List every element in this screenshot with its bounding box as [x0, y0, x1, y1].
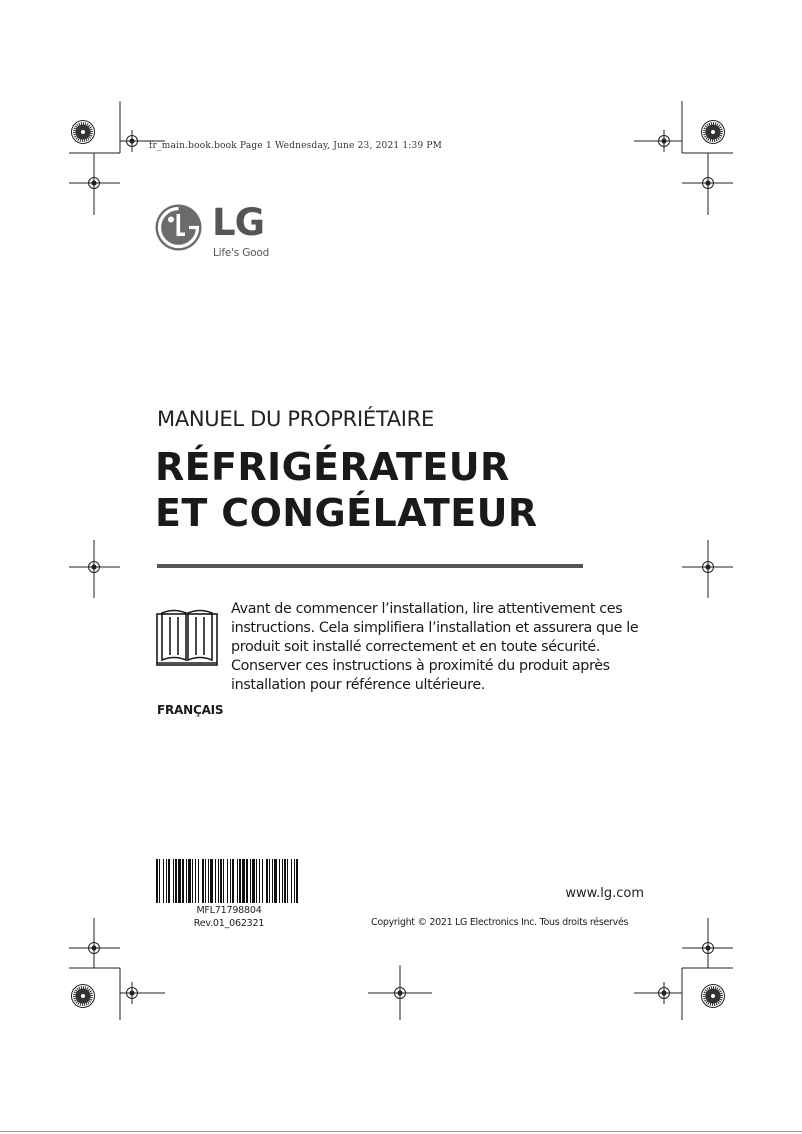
brand-name: LG [212, 201, 264, 244]
document-type: MANUEL DU PROPRIÉTAIRE [157, 407, 434, 431]
barcode-bar [272, 859, 273, 903]
page-bottom-edge [0, 1131, 802, 1132]
barcode-bar [262, 859, 263, 903]
barcode-bar [163, 859, 164, 903]
barcode-bar [186, 859, 187, 903]
barcode-bar [239, 859, 241, 903]
barcode [155, 859, 303, 903]
barcode-bar [242, 859, 245, 903]
barcode-bar [178, 859, 181, 903]
barcode-bar [223, 859, 224, 903]
barcode-bar [168, 859, 170, 903]
language-label: FRANÇAIS [157, 703, 224, 717]
brand-slogan: Life's Good [213, 247, 270, 259]
barcode-bar [175, 859, 177, 903]
barcode-bar [279, 859, 280, 903]
open-book-icon [156, 605, 218, 667]
print-header: fr_main.book.book Page 1 Wednesday, June 23, 2021 1:39 PM [149, 141, 443, 151]
barcode-bar [205, 859, 206, 903]
barcode-bar [220, 859, 222, 903]
barcode-bar [252, 859, 255, 903]
barcode-bar [159, 859, 160, 903]
installation-notice: Avant de commencer l’installation, lire attentivement ces instructions. Cela simplifiera l’installation et assurera que le produit soit installé correctement et en toute sécurité. Conserver ces instructions à proximité du produit après installation pour référence ultérieure. [231, 601, 639, 693]
barcode-bar [230, 859, 231, 903]
lg-logo-icon [155, 204, 202, 251]
barcode-bar [291, 859, 292, 903]
barcode-bar [282, 859, 283, 903]
barcode-bar [296, 859, 298, 903]
barcode-bar [198, 859, 199, 903]
barcode-bar [266, 859, 268, 903]
copyright-notice: Copyright © 2021 LG Electronics Inc. Tous droits réservés [371, 917, 629, 928]
title-divider [157, 564, 583, 568]
barcode-bar [202, 859, 204, 903]
barcode-bar [246, 859, 248, 903]
barcode-bar [215, 859, 216, 903]
barcode-bar [166, 859, 167, 903]
barcode-bar [269, 859, 270, 903]
barcode-bar [173, 859, 174, 903]
barcode-bar [250, 859, 251, 903]
barcode-bar [259, 859, 260, 903]
page-title [155, 444, 538, 536]
title-line-1: RÉFRIGÉRATEUR [155, 445, 510, 489]
barcode-bar [287, 859, 288, 903]
barcode-bar [188, 859, 191, 903]
barcode-bar [156, 859, 158, 903]
barcode-bar [208, 859, 209, 903]
barcode-bar [294, 859, 295, 903]
barcode-bar [237, 859, 238, 903]
barcode-bar [284, 859, 286, 903]
revision-number: Rev.01_062321 [193, 918, 265, 929]
barcode-bar [182, 859, 184, 903]
barcode-bar [256, 859, 257, 903]
barcode-bar [192, 859, 193, 903]
barcode-bar [195, 859, 196, 903]
part-number: MFL71798804 [196, 905, 262, 916]
barcode-bar [227, 859, 228, 903]
barcode-bar [274, 859, 277, 903]
barcode-bar [232, 859, 234, 903]
barcode-bar [218, 859, 219, 903]
barcode-bar [210, 859, 213, 903]
title-line-2: ET CONGÉLATEUR [155, 491, 538, 535]
website-url: www.lg.com [565, 886, 644, 901]
